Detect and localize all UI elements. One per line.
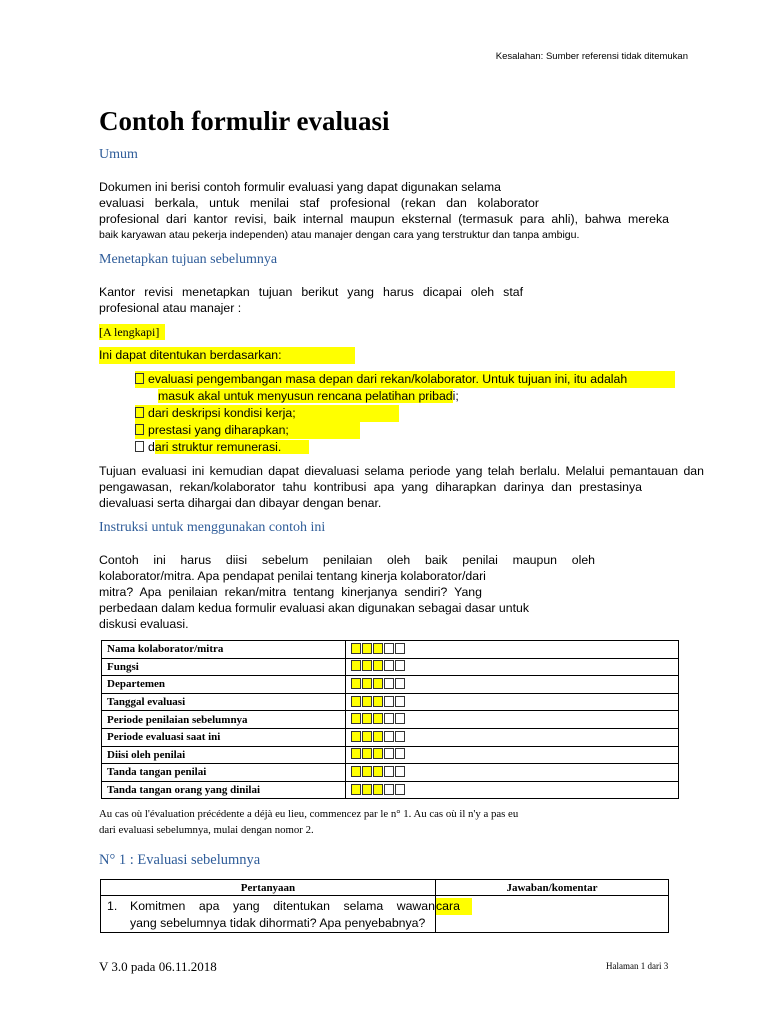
heading-instruksi: Instruksi untuk menggunakan contoh ini xyxy=(99,520,326,535)
bullet-item-4: dari struktur remunerasi. xyxy=(135,439,309,456)
instruksi-line-2: kolaborator/mitra. Apa pendapat penilai tentang kinerja kolaborator/dari xyxy=(99,569,486,583)
row-value-field[interactable] xyxy=(346,658,679,676)
row-label: Nama kolaborator/mitra xyxy=(102,641,346,659)
instruksi-line-1: Contoh ini harus diisi sebelum penilaian oleh baik penilai maupun oleh xyxy=(99,553,595,567)
table-row xyxy=(102,764,679,782)
footer-version: V 3.0 pada 06.11.2018 xyxy=(99,959,217,974)
checkbox-icon xyxy=(135,373,144,384)
question-line-1: Komitmen apa yang ditentukan selama wawan xyxy=(130,899,435,913)
instruksi-line-3: mitra? Apa penilaian rekan/mitra tentang kinerjanya sendiri? Yang xyxy=(99,585,482,599)
note-line-1: Au cas où l'évaluation précédente a déjà eu lieu, commencez par le n° 1. Au cas où il n'y a pas eu xyxy=(99,808,519,820)
table-row xyxy=(102,641,679,659)
row-value-field[interactable] xyxy=(346,781,679,799)
determined-by-line: Ini dapat ditentukan berdasarkan: xyxy=(99,347,355,364)
row-label: Periode penilaian sebelumnya xyxy=(102,711,346,729)
tujuan-line-1: Kantor revisi menetapkan tujuan berikut yang harus dicapai oleh staf xyxy=(99,285,523,299)
heading-tujuan: Menetapkan tujuan sebelumnya xyxy=(99,252,278,267)
column-header-question: Pertanyaan xyxy=(101,880,436,896)
tujuan-para-line-3: dievaluasi serta dihargai dan dibayar dengan benar. xyxy=(99,496,382,510)
note-line-2: dari evaluasi sebelumnya, mulai dengan nomor 2. xyxy=(99,824,314,836)
heading-umum: Umum xyxy=(99,147,138,162)
row-value-field[interactable] xyxy=(346,746,679,764)
instruksi-line-4: perbedaan dalam kedua formulir evaluasi akan digunakan sebagai dasar untuk xyxy=(99,601,529,615)
bullet-item-3: prestasi yang diharapkan; xyxy=(135,422,360,439)
question-cell xyxy=(101,896,436,933)
row-label: Fungsi xyxy=(102,658,346,676)
row-value-field[interactable] xyxy=(346,641,679,659)
answer-highlight: cara xyxy=(436,898,472,915)
question-number: 1. xyxy=(107,899,118,913)
column-header-answer: Jawaban/komentar xyxy=(436,880,669,896)
question-line-2: yang sebelumnya tidak dihormati? Apa penyebabnya? xyxy=(130,916,426,930)
table-header-row xyxy=(101,880,669,896)
row-label: Departemen xyxy=(102,676,346,694)
footer-page-number: Halaman 1 dari 3 xyxy=(606,961,669,971)
table-row xyxy=(102,728,679,746)
header-reference-note: Kesalahan: Sumber referensi tidak ditemukan xyxy=(495,51,688,62)
bullet-item-1-cont: masuk akal untuk menyusun rencana pelatihan pribadi; xyxy=(158,389,459,403)
row-label: Tanda tangan orang yang dinilai xyxy=(102,781,346,799)
table-row xyxy=(102,693,679,711)
table-row xyxy=(102,658,679,676)
row-value-field[interactable] xyxy=(346,728,679,746)
umum-line-2: evaluasi berkala, untuk menilai staf profesional (rekan dan kolaborator xyxy=(99,196,539,210)
table-row xyxy=(102,781,679,799)
umum-line-4: baik karyawan atau pekerja independen) atau manajer dengan cara yang terstruktur dan tanpa ambigu. xyxy=(99,229,580,241)
page-title: Contoh formulir evaluasi xyxy=(99,106,390,136)
row-value-field[interactable] xyxy=(346,676,679,694)
placeholder-lengkapi: [A lengkapi] xyxy=(99,324,165,340)
row-label: Diisi oleh penilai xyxy=(102,746,346,764)
row-label: Tanda tangan penilai xyxy=(102,764,346,782)
evaluation-question-table xyxy=(100,879,669,933)
bullet-item-1: evaluasi pengembangan masa depan dari rekan/kolaborator. Untuk tujuan ini, itu adalah xyxy=(135,371,675,388)
row-value-field[interactable] xyxy=(346,693,679,711)
evaluation-info-table xyxy=(101,640,679,799)
row-value-field[interactable] xyxy=(346,764,679,782)
table-row xyxy=(102,746,679,764)
umum-line-1: Dokumen ini berisi contoh formulir evaluasi yang dapat digunakan selama xyxy=(99,180,501,194)
instruksi-line-5: diskusi evaluasi. xyxy=(99,617,189,631)
row-value-field[interactable] xyxy=(346,711,679,729)
row-label: Tanggal evaluasi xyxy=(102,693,346,711)
tujuan-para-line-2: pengawasan, rekan/kolaborator tahu kontribusi apa yang diharapkan darinya dan prestasinya xyxy=(99,480,642,494)
bullet-item-2: dari deskripsi kondisi kerja; xyxy=(135,405,399,422)
table-row xyxy=(102,676,679,694)
heading-n1: N° 1 : Evaluasi sebelumnya xyxy=(99,852,261,868)
table-row xyxy=(102,711,679,729)
answer-cell[interactable] xyxy=(436,896,669,933)
umum-line-3: profesional dari kantor revisi, baik internal maupun eksternal (termasuk para ahli), bahwa mereka xyxy=(99,212,669,226)
tujuan-line-2: profesional atau manajer : xyxy=(99,301,242,315)
checkbox-icon xyxy=(135,424,144,435)
row-label: Periode evaluasi saat ini xyxy=(102,728,346,746)
checkbox-icon xyxy=(135,407,144,418)
checkbox-icon xyxy=(135,441,144,452)
tujuan-para-line-1: Tujuan evaluasi ini kemudian dapat dievaluasi selama periode yang telah berlalu. Melalui pemantauan dan xyxy=(99,464,704,478)
table-row xyxy=(101,896,669,933)
